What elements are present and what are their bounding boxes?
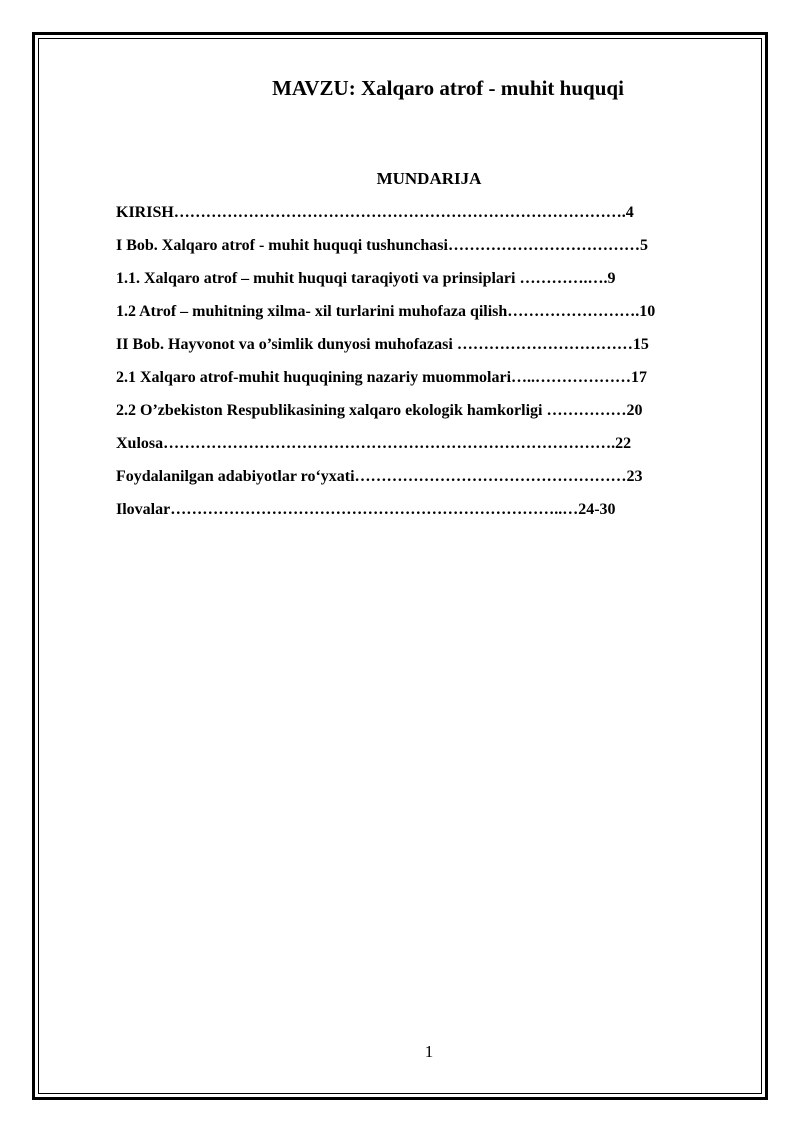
page-border-inner xyxy=(38,38,762,1094)
toc-heading: MUNDARIJA xyxy=(376,169,482,188)
document-title: MAVZU: Xalqaro atrof - muhit huquqi xyxy=(272,76,624,100)
toc-entry-section-1-2: 1.2 Atrof – muhitning xilma- xil turlarini muhofaza qilish…………………….10 xyxy=(116,303,656,320)
toc-entry-bibliography: Foydalanilgan adabiyotlar ro‘yxati……………………………………………23 xyxy=(116,468,643,485)
toc-entry-section-2-2: 2.2 O’zbekiston Respublikasining xalqaro ekologik hamkorligi ……………20 xyxy=(116,402,643,419)
toc-entry-section-1-1: 1.1. Xalqaro atrof – muhit huquqi taraqiyoti va prinsiplari ………….….9 xyxy=(116,270,616,287)
toc-entry-kirish: KIRISH………………………………………………………………………….4 xyxy=(116,204,634,221)
page-number: 1 xyxy=(424,1042,434,1061)
toc-entry-chapter-1: I Bob. Xalqaro atrof - muhit huquqi tushunchasi………………………………5 xyxy=(116,237,648,254)
toc-entry-chapter-2: II Bob. Hayvonot va o’simlik dunyosi muhofazasi ……………………………15 xyxy=(116,336,649,353)
toc-entry-xulosa: Xulosa………………………………………………………………………….22 xyxy=(116,435,632,452)
toc-entry-ilovalar: Ilovalar………………………………………………………………..…24-30 xyxy=(116,501,616,518)
toc-entry-section-2-1: 2.1 Xalqaro atrof-muhit huquqining nazariy muommolari…..………………17 xyxy=(116,369,648,386)
table-of-contents xyxy=(116,200,746,530)
